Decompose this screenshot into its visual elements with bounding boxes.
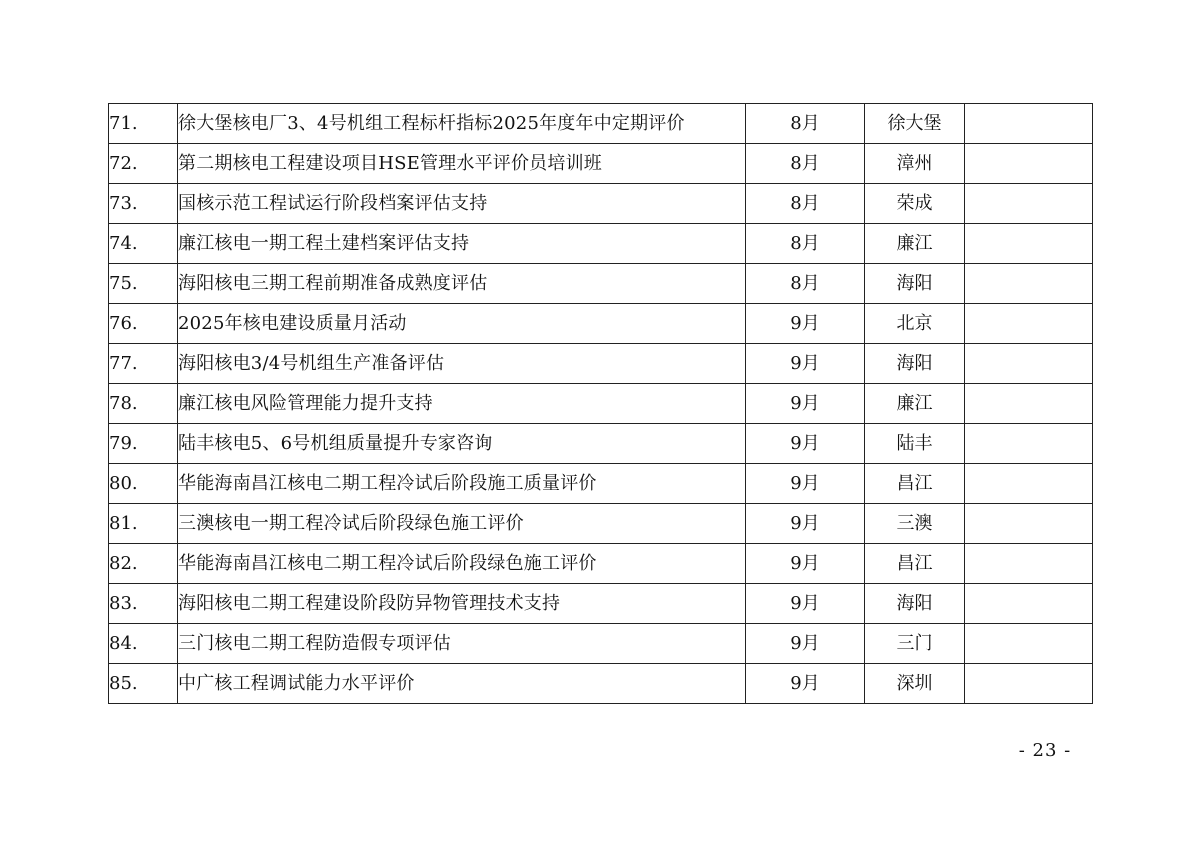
item-note bbox=[965, 224, 1093, 264]
item-month: 8月 bbox=[746, 104, 865, 144]
row-number: 73. bbox=[109, 184, 178, 224]
table-row bbox=[109, 224, 1093, 264]
item-place: 徐大堡 bbox=[865, 104, 965, 144]
row-number: 79. bbox=[109, 424, 178, 464]
item-month: 9月 bbox=[746, 304, 865, 344]
item-place: 三门 bbox=[865, 624, 965, 664]
row-number: 74. bbox=[109, 224, 178, 264]
row-number: 80. bbox=[109, 464, 178, 504]
item-month: 9月 bbox=[746, 624, 865, 664]
table-row bbox=[109, 104, 1093, 144]
table-row bbox=[109, 584, 1093, 624]
item-name: 陆丰核电5、6号机组质量提升专家咨询 bbox=[178, 424, 746, 464]
table-row bbox=[109, 504, 1093, 544]
table-row bbox=[109, 544, 1093, 584]
item-note bbox=[965, 264, 1093, 304]
item-place: 北京 bbox=[865, 304, 965, 344]
item-name: 华能海南昌江核电二期工程冷试后阶段施工质量评价 bbox=[178, 464, 746, 504]
item-place: 三澳 bbox=[865, 504, 965, 544]
item-place: 海阳 bbox=[865, 584, 965, 624]
item-name: 廉江核电一期工程土建档案评估支持 bbox=[178, 224, 746, 264]
table-body bbox=[109, 104, 1093, 704]
item-note bbox=[965, 184, 1093, 224]
item-month: 9月 bbox=[746, 504, 865, 544]
page-number: - 23 - bbox=[1018, 740, 1072, 761]
item-month: 8月 bbox=[746, 184, 865, 224]
item-note bbox=[965, 544, 1093, 584]
item-month: 9月 bbox=[746, 584, 865, 624]
item-name: 海阳核电二期工程建设阶段防异物管理技术支持 bbox=[178, 584, 746, 624]
item-name: 中广核工程调试能力水平评价 bbox=[178, 664, 746, 704]
item-name: 2025年核电建设质量月活动 bbox=[178, 304, 746, 344]
item-month: 8月 bbox=[746, 224, 865, 264]
item-name: 海阳核电三期工程前期准备成熟度评估 bbox=[178, 264, 746, 304]
item-name: 国核示范工程试运行阶段档案评估支持 bbox=[178, 184, 746, 224]
row-number: 84. bbox=[109, 624, 178, 664]
item-note bbox=[965, 624, 1093, 664]
row-number: 72. bbox=[109, 144, 178, 184]
row-number: 83. bbox=[109, 584, 178, 624]
table-row bbox=[109, 344, 1093, 384]
item-month: 8月 bbox=[746, 264, 865, 304]
item-note bbox=[965, 464, 1093, 504]
item-note bbox=[965, 144, 1093, 184]
table-row bbox=[109, 384, 1093, 424]
row-number: 85. bbox=[109, 664, 178, 704]
item-month: 9月 bbox=[746, 344, 865, 384]
row-number: 76. bbox=[109, 304, 178, 344]
item-note bbox=[965, 504, 1093, 544]
item-note bbox=[965, 424, 1093, 464]
item-place: 昌江 bbox=[865, 544, 965, 584]
item-note bbox=[965, 664, 1093, 704]
row-number: 75. bbox=[109, 264, 178, 304]
row-number: 81. bbox=[109, 504, 178, 544]
item-month: 9月 bbox=[746, 664, 865, 704]
item-note bbox=[965, 584, 1093, 624]
table-row bbox=[109, 464, 1093, 504]
row-number: 77. bbox=[109, 344, 178, 384]
item-note bbox=[965, 104, 1093, 144]
item-place: 廉江 bbox=[865, 224, 965, 264]
schedule-table bbox=[108, 103, 1093, 704]
item-name: 华能海南昌江核电二期工程冷试后阶段绿色施工评价 bbox=[178, 544, 746, 584]
table-row bbox=[109, 664, 1093, 704]
row-number: 78. bbox=[109, 384, 178, 424]
item-place: 海阳 bbox=[865, 344, 965, 384]
table-row bbox=[109, 304, 1093, 344]
item-place: 深圳 bbox=[865, 664, 965, 704]
item-name: 廉江核电风险管理能力提升支持 bbox=[178, 384, 746, 424]
table-row bbox=[109, 264, 1093, 304]
item-name: 徐大堡核电厂3、4号机组工程标杆指标2025年度年中定期评价 bbox=[178, 104, 746, 144]
item-name: 三门核电二期工程防造假专项评估 bbox=[178, 624, 746, 664]
item-place: 荣成 bbox=[865, 184, 965, 224]
item-month: 9月 bbox=[746, 384, 865, 424]
item-place: 海阳 bbox=[865, 264, 965, 304]
table-row bbox=[109, 624, 1093, 664]
item-note bbox=[965, 304, 1093, 344]
item-name: 第二期核电工程建设项目HSE管理水平评价员培训班 bbox=[178, 144, 746, 184]
item-note bbox=[965, 344, 1093, 384]
item-name: 海阳核电3/4号机组生产准备评估 bbox=[178, 344, 746, 384]
table-row bbox=[109, 144, 1093, 184]
item-place: 廉江 bbox=[865, 384, 965, 424]
item-month: 8月 bbox=[746, 144, 865, 184]
row-number: 71. bbox=[109, 104, 178, 144]
item-month: 9月 bbox=[746, 424, 865, 464]
item-place: 漳州 bbox=[865, 144, 965, 184]
row-number: 82. bbox=[109, 544, 178, 584]
table-row bbox=[109, 184, 1093, 224]
item-note bbox=[965, 384, 1093, 424]
item-place: 陆丰 bbox=[865, 424, 965, 464]
item-month: 9月 bbox=[746, 464, 865, 504]
item-month: 9月 bbox=[746, 544, 865, 584]
item-place: 昌江 bbox=[865, 464, 965, 504]
table-row bbox=[109, 424, 1093, 464]
item-name: 三澳核电一期工程冷试后阶段绿色施工评价 bbox=[178, 504, 746, 544]
